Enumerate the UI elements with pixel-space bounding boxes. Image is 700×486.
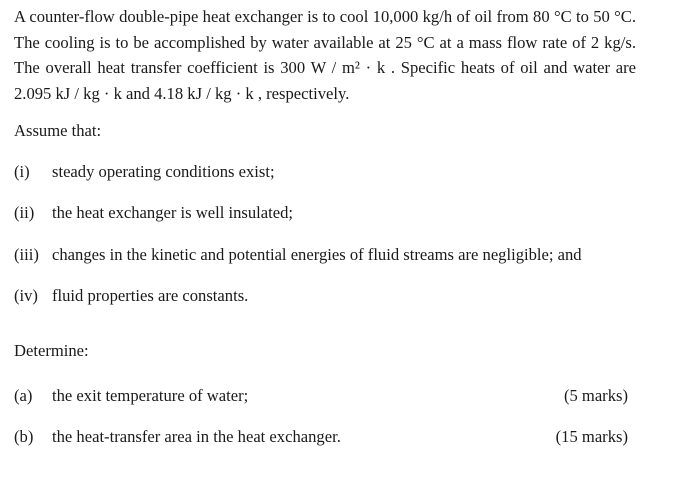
assumption-text: the heat exchanger is well insulated; (52, 203, 293, 222)
task-marks: (15 marks) (555, 427, 628, 446)
assumption-item (14, 161, 275, 183)
assumption-item (14, 202, 293, 224)
assumption-text: changes in the kinetic and potential energies of fluid streams are negligible; and (52, 245, 582, 264)
assumption-number: (ii) (14, 203, 35, 222)
task-item (14, 426, 628, 448)
task-text: the heat-transfer area in the heat exchanger. (52, 427, 341, 446)
assumptions-heading: Assume that: (14, 121, 102, 140)
assumption-text: fluid properties are constants. (52, 286, 249, 305)
problem-statement: A counter-flow double-pipe heat exchanger is to cool 10,000 kg/h of oil from 80 °C to 50 °C. The cooling is to be accomplished by water available at 25 °C at a mass flow rate of 2 kg/s. The overall heat transfer coefficient is 300 W / m² · k . Specific heats of oil and water are 2.095 kJ / kg · k and 4.18 kJ / kg · k , respectively. (14, 7, 636, 103)
assumption-item (14, 285, 248, 307)
assumption-number: (iv) (14, 286, 38, 305)
determine-heading: Determine: (14, 341, 89, 360)
task-number: (b) (14, 427, 34, 446)
task-item (14, 385, 628, 407)
assumption-number: (iii) (14, 245, 39, 264)
task-number: (a) (14, 386, 33, 405)
assumption-number: (i) (14, 162, 30, 181)
assumption-item (14, 244, 582, 266)
assumption-text: steady operating conditions exist; (52, 162, 275, 181)
task-text: the exit temperature of water; (52, 386, 249, 405)
task-marks: (5 marks) (563, 386, 628, 405)
